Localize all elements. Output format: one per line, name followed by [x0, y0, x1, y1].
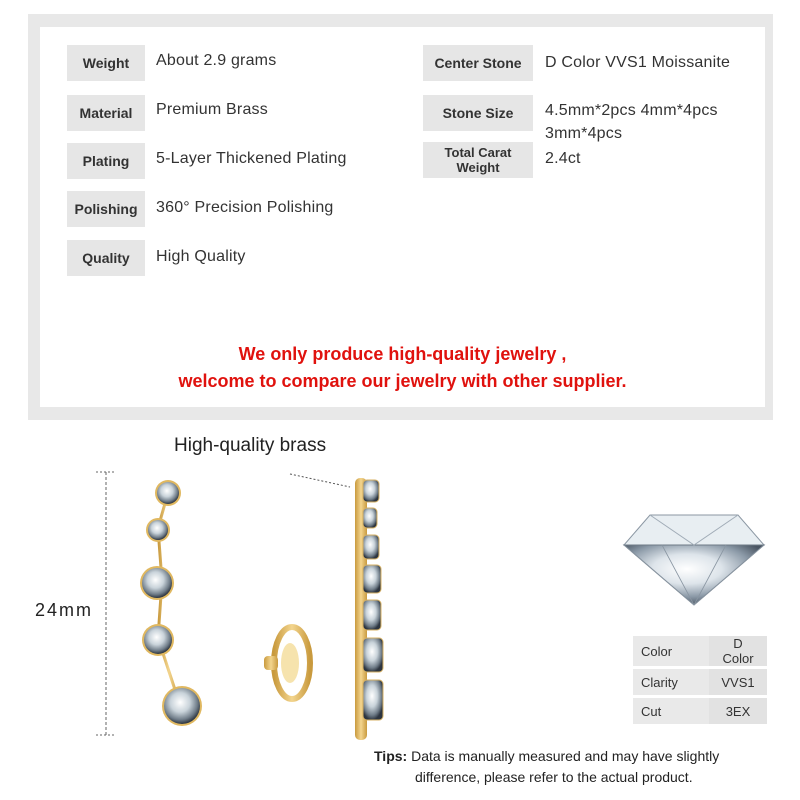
- brass-label: High-quality brass: [174, 435, 327, 456]
- tips-label: Tips:: [374, 748, 408, 764]
- spec-label-polishing: Polishing: [67, 191, 145, 227]
- stone-spec-value: VVS1: [709, 669, 767, 695]
- spec-value-quality: High Quality: [156, 248, 246, 265]
- spec-value-center-stone: D Color VVS1 Moissanite: [545, 54, 731, 71]
- spec-value-material: Premium Brass: [156, 101, 268, 118]
- stone-spec-key: Cut: [633, 698, 709, 724]
- spec-value-total-carat: 2.4ct: [545, 150, 581, 167]
- spec-label-material: Material: [67, 95, 145, 131]
- stone-4: [142, 624, 174, 656]
- stone-spec-value: 3EX: [709, 698, 767, 724]
- dimension-line: [96, 472, 116, 735]
- spec-label-weight: Weight: [67, 45, 145, 81]
- tips-line-1: Data is manually measured and may have slightly: [411, 748, 720, 764]
- spec-label-quality: Quality: [67, 240, 145, 276]
- spec-label-plating: Plating: [67, 143, 145, 179]
- table-row: [633, 698, 767, 724]
- spec-value-stone-size-line1: 4.5mm*2pcs 4mm*4pcs: [545, 102, 718, 119]
- dimension-label: 24mm: [35, 600, 94, 620]
- spec-value-plating: 5-Layer Thickened Plating: [156, 150, 347, 167]
- stone-spec-value: D Color: [709, 636, 767, 666]
- spec-label-center-stone: Center Stone: [423, 45, 533, 81]
- spec-label-total-carat-line2: Weight: [456, 160, 500, 175]
- stone-1: [155, 480, 181, 506]
- earring-front: [158, 493, 180, 705]
- stone-5: [162, 686, 202, 726]
- spec-value-stone-size-line2: 3mm*4pcs: [545, 125, 623, 142]
- stone-spec-key: Color: [633, 636, 709, 666]
- tips-note: [374, 746, 719, 788]
- moissanite-diamond-image: [624, 515, 764, 605]
- spec-value-weight: About 2.9 grams: [156, 52, 277, 69]
- stone-3: [140, 566, 174, 600]
- spec-label-total-carat: [423, 142, 533, 178]
- spec-label-stone-size: Stone Size: [423, 95, 533, 131]
- slogan-line-1: We only produce high-quality jewelry ,: [238, 344, 567, 364]
- earring-side: [236, 474, 383, 740]
- spec-label-total-carat-line1: Total Carat: [444, 145, 512, 160]
- stone-2: [146, 518, 170, 542]
- spec-value-polishing: 360° Precision Polishing: [156, 199, 334, 216]
- stone-spec-key: Clarity: [633, 669, 709, 695]
- tips-line-2: difference, please refer to the actual product.: [415, 769, 693, 785]
- table-row: [633, 669, 767, 695]
- table-row: [633, 636, 767, 666]
- slogan-line-2: welcome to compare our jewelry with other supplier.: [178, 371, 627, 391]
- stone-spec-table: [633, 633, 767, 727]
